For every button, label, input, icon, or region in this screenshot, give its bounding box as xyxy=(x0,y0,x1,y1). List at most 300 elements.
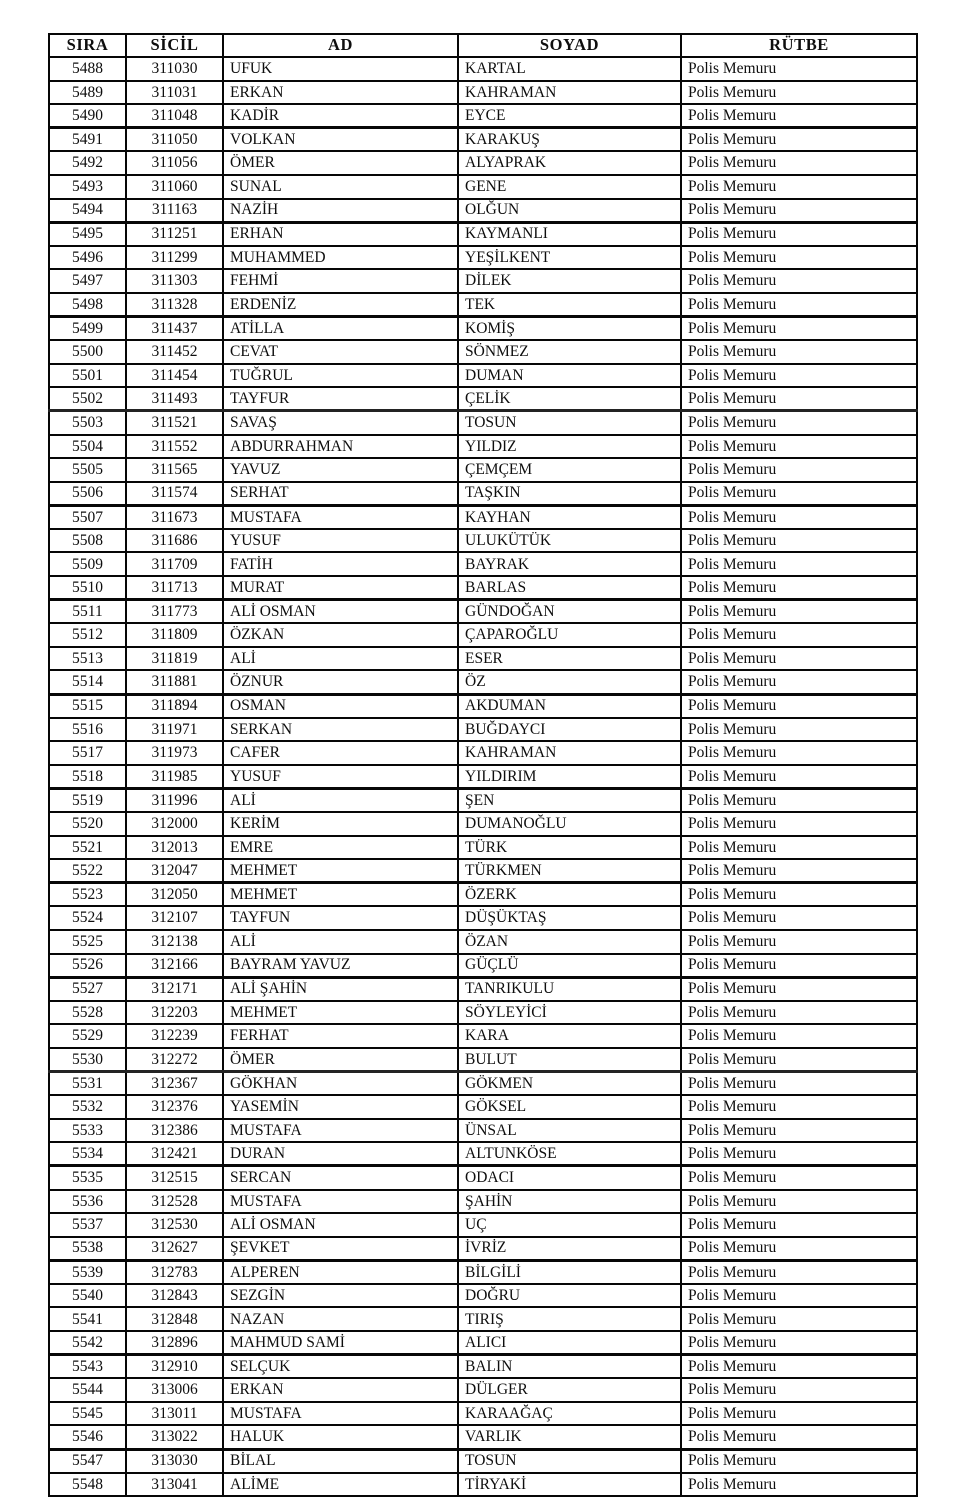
cell-ad: NAZAN xyxy=(223,1307,458,1331)
cell-rutbe: Polis Memuru xyxy=(681,1142,917,1166)
table-body xyxy=(49,57,917,1496)
table-row xyxy=(49,694,917,718)
cell-rutbe: Polis Memuru xyxy=(681,670,917,694)
table-row xyxy=(49,552,917,576)
cell-sira: 5513 xyxy=(49,647,126,671)
cell-rutbe: Polis Memuru xyxy=(681,600,917,624)
cell-sira: 5520 xyxy=(49,812,126,836)
table-row xyxy=(49,151,917,175)
cell-sira: 5505 xyxy=(49,458,126,482)
table-row xyxy=(49,364,917,388)
cell-sira: 5499 xyxy=(49,317,126,341)
cell-sicil: 311894 xyxy=(126,694,223,718)
cell-sira: 5534 xyxy=(49,1142,126,1166)
cell-ad: ALİ OSMAN xyxy=(223,1213,458,1237)
cell-sicil: 311574 xyxy=(126,482,223,506)
cell-rutbe: Polis Memuru xyxy=(681,694,917,718)
cell-sira: 5516 xyxy=(49,718,126,742)
table-row xyxy=(49,954,917,978)
cell-sicil: 311437 xyxy=(126,317,223,341)
cell-sicil: 312783 xyxy=(126,1260,223,1284)
cell-ad: NAZİH xyxy=(223,199,458,223)
table-row xyxy=(49,175,917,199)
header-rutbe: RÜTBE xyxy=(681,34,917,57)
cell-ad: SERHAT xyxy=(223,482,458,506)
cell-rutbe: Polis Memuru xyxy=(681,175,917,199)
cell-ad: ATİLLA xyxy=(223,317,458,341)
cell-soyad: SÖNMEZ xyxy=(458,340,681,364)
cell-sicil: 311819 xyxy=(126,647,223,671)
cell-rutbe: Polis Memuru xyxy=(681,906,917,930)
cell-sira: 5544 xyxy=(49,1378,126,1402)
cell-rutbe: Polis Memuru xyxy=(681,1213,917,1237)
cell-sicil: 312203 xyxy=(126,1001,223,1025)
cell-soyad: TOSUN xyxy=(458,411,681,435)
cell-ad: YUSUF xyxy=(223,765,458,789)
cell-sira: 5506 xyxy=(49,482,126,506)
cell-ad: FERHAT xyxy=(223,1024,458,1048)
cell-ad: ALPEREN xyxy=(223,1260,458,1284)
cell-sira: 5527 xyxy=(49,977,126,1001)
cell-rutbe: Polis Memuru xyxy=(681,977,917,1001)
cell-soyad: ÖZ xyxy=(458,670,681,694)
table-row xyxy=(49,1024,917,1048)
cell-soyad: BALIN xyxy=(458,1355,681,1379)
table-row xyxy=(49,788,917,812)
table-row xyxy=(49,293,917,317)
cell-sira: 5538 xyxy=(49,1237,126,1261)
cell-soyad: TANRIKULU xyxy=(458,977,681,1001)
cell-sira: 5533 xyxy=(49,1119,126,1143)
table-row xyxy=(49,1142,917,1166)
cell-soyad: TİRYAKİ xyxy=(458,1473,681,1497)
cell-ad: TUĞRUL xyxy=(223,364,458,388)
table-row xyxy=(49,1284,917,1308)
cell-sicil: 311686 xyxy=(126,529,223,553)
cell-rutbe: Polis Memuru xyxy=(681,222,917,246)
cell-sira: 5510 xyxy=(49,576,126,600)
cell-sira: 5512 xyxy=(49,623,126,647)
cell-ad: ŞEVKET xyxy=(223,1237,458,1261)
cell-soyad: İVRİZ xyxy=(458,1237,681,1261)
cell-sicil: 311163 xyxy=(126,199,223,223)
cell-soyad: BULUT xyxy=(458,1048,681,1072)
table-row xyxy=(49,600,917,624)
cell-sicil: 312239 xyxy=(126,1024,223,1048)
cell-sira: 5488 xyxy=(49,57,126,81)
cell-ad: GÖKHAN xyxy=(223,1072,458,1096)
cell-ad: BİLAL xyxy=(223,1449,458,1473)
cell-sicil: 311552 xyxy=(126,435,223,459)
table-row xyxy=(49,222,917,246)
cell-soyad: AKDUMAN xyxy=(458,694,681,718)
cell-rutbe: Polis Memuru xyxy=(681,1190,917,1214)
cell-sicil: 312013 xyxy=(126,836,223,860)
table-row xyxy=(49,387,917,411)
cell-sicil: 313041 xyxy=(126,1473,223,1497)
cell-ad: EMRE xyxy=(223,836,458,860)
cell-sira: 5531 xyxy=(49,1072,126,1096)
cell-sira: 5500 xyxy=(49,340,126,364)
cell-rutbe: Polis Memuru xyxy=(681,1449,917,1473)
cell-sira: 5493 xyxy=(49,175,126,199)
cell-ad: MEHMET xyxy=(223,1001,458,1025)
table-row xyxy=(49,1449,917,1473)
cell-ad: FEHMİ xyxy=(223,269,458,293)
cell-soyad: KAHRAMAN xyxy=(458,81,681,105)
cell-sira: 5503 xyxy=(49,411,126,435)
table-row xyxy=(49,1378,917,1402)
table-row xyxy=(49,836,917,860)
cell-ad: ALİ xyxy=(223,647,458,671)
cell-sicil: 311056 xyxy=(126,151,223,175)
header-row xyxy=(49,34,917,57)
cell-sicil: 312896 xyxy=(126,1331,223,1355)
cell-sicil: 313022 xyxy=(126,1425,223,1449)
cell-sicil: 311030 xyxy=(126,57,223,81)
cell-sicil: 312910 xyxy=(126,1355,223,1379)
table-row xyxy=(49,1402,917,1426)
cell-sira: 5537 xyxy=(49,1213,126,1237)
cell-sira: 5543 xyxy=(49,1355,126,1379)
table-row xyxy=(49,1307,917,1331)
cell-rutbe: Polis Memuru xyxy=(681,57,917,81)
table-row xyxy=(49,883,917,907)
cell-soyad: UÇ xyxy=(458,1213,681,1237)
cell-soyad: KARAKUŞ xyxy=(458,128,681,152)
cell-rutbe: Polis Memuru xyxy=(681,387,917,411)
table-row xyxy=(49,57,917,81)
cell-rutbe: Polis Memuru xyxy=(681,1166,917,1190)
cell-sira: 5536 xyxy=(49,1190,126,1214)
cell-soyad: DÜŞÜKTAŞ xyxy=(458,906,681,930)
cell-soyad: EYCE xyxy=(458,104,681,128)
cell-rutbe: Polis Memuru xyxy=(681,529,917,553)
table-row xyxy=(49,1355,917,1379)
cell-rutbe: Polis Memuru xyxy=(681,576,917,600)
cell-ad: SUNAL xyxy=(223,175,458,199)
cell-sicil: 311493 xyxy=(126,387,223,411)
cell-rutbe: Polis Memuru xyxy=(681,954,917,978)
cell-ad: MEHMET xyxy=(223,883,458,907)
table-row xyxy=(49,1190,917,1214)
cell-sicil: 312367 xyxy=(126,1072,223,1096)
cell-sira: 5522 xyxy=(49,859,126,883)
cell-rutbe: Polis Memuru xyxy=(681,317,917,341)
cell-sira: 5540 xyxy=(49,1284,126,1308)
cell-ad: YUSUF xyxy=(223,529,458,553)
table-row xyxy=(49,906,917,930)
cell-rutbe: Polis Memuru xyxy=(681,930,917,954)
cell-sira: 5497 xyxy=(49,269,126,293)
cell-soyad: BİLGİLİ xyxy=(458,1260,681,1284)
cell-sicil: 311060 xyxy=(126,175,223,199)
cell-ad: SERCAN xyxy=(223,1166,458,1190)
cell-sicil: 311299 xyxy=(126,246,223,270)
cell-sira: 5529 xyxy=(49,1024,126,1048)
table-row xyxy=(49,623,917,647)
cell-ad: SEZGİN xyxy=(223,1284,458,1308)
table-row xyxy=(49,1331,917,1355)
cell-soyad: BAYRAK xyxy=(458,552,681,576)
cell-ad: DURAN xyxy=(223,1142,458,1166)
table-row xyxy=(49,1237,917,1261)
cell-soyad: ÜNSAL xyxy=(458,1119,681,1143)
cell-sira: 5518 xyxy=(49,765,126,789)
cell-sira: 5541 xyxy=(49,1307,126,1331)
cell-soyad: GÖKSEL xyxy=(458,1095,681,1119)
cell-soyad: KARAAĞAÇ xyxy=(458,1402,681,1426)
cell-sicil: 312376 xyxy=(126,1095,223,1119)
header-sira: SIRA xyxy=(49,34,126,57)
personnel-table xyxy=(48,33,918,1497)
cell-rutbe: Polis Memuru xyxy=(681,647,917,671)
cell-ad: ERKAN xyxy=(223,1378,458,1402)
cell-sicil: 313006 xyxy=(126,1378,223,1402)
table-row xyxy=(49,1473,917,1497)
cell-sicil: 312528 xyxy=(126,1190,223,1214)
cell-ad: ERKAN xyxy=(223,81,458,105)
cell-ad: KERİM xyxy=(223,812,458,836)
cell-soyad: TAŞKIN xyxy=(458,482,681,506)
table-row xyxy=(49,411,917,435)
cell-ad: ÖMER xyxy=(223,1048,458,1072)
cell-sira: 5490 xyxy=(49,104,126,128)
cell-ad: TAYFUN xyxy=(223,906,458,930)
table-row xyxy=(49,1260,917,1284)
cell-sicil: 312627 xyxy=(126,1237,223,1261)
table-row xyxy=(49,576,917,600)
cell-soyad: TEK xyxy=(458,293,681,317)
cell-sicil: 312272 xyxy=(126,1048,223,1072)
table-row xyxy=(49,269,917,293)
cell-rutbe: Polis Memuru xyxy=(681,788,917,812)
cell-soyad: KAHRAMAN xyxy=(458,741,681,765)
cell-sicil: 311565 xyxy=(126,458,223,482)
cell-sira: 5494 xyxy=(49,199,126,223)
table-row xyxy=(49,104,917,128)
cell-sira: 5526 xyxy=(49,954,126,978)
cell-rutbe: Polis Memuru xyxy=(681,1425,917,1449)
cell-ad: ABDURRAHMAN xyxy=(223,435,458,459)
cell-soyad: ŞAHİN xyxy=(458,1190,681,1214)
cell-soyad: DUMAN xyxy=(458,364,681,388)
cell-ad: KADİR xyxy=(223,104,458,128)
cell-sira: 5547 xyxy=(49,1449,126,1473)
table-row xyxy=(49,482,917,506)
cell-ad: ALİ OSMAN xyxy=(223,600,458,624)
cell-ad: ERDENİZ xyxy=(223,293,458,317)
cell-soyad: TIRIŞ xyxy=(458,1307,681,1331)
cell-sicil: 311881 xyxy=(126,670,223,694)
cell-sicil: 311452 xyxy=(126,340,223,364)
cell-sicil: 312386 xyxy=(126,1119,223,1143)
cell-sira: 5530 xyxy=(49,1048,126,1072)
cell-soyad: GENE xyxy=(458,175,681,199)
cell-sicil: 311996 xyxy=(126,788,223,812)
cell-sira: 5502 xyxy=(49,387,126,411)
cell-rutbe: Polis Memuru xyxy=(681,836,917,860)
cell-rutbe: Polis Memuru xyxy=(681,741,917,765)
table-row xyxy=(49,435,917,459)
table-row xyxy=(49,1072,917,1096)
cell-rutbe: Polis Memuru xyxy=(681,364,917,388)
cell-sira: 5509 xyxy=(49,552,126,576)
cell-ad: SAVAŞ xyxy=(223,411,458,435)
cell-soyad: DOĞRU xyxy=(458,1284,681,1308)
cell-soyad: VARLIK xyxy=(458,1425,681,1449)
header-sicil: SİCİL xyxy=(126,34,223,57)
table-row xyxy=(49,340,917,364)
cell-rutbe: Polis Memuru xyxy=(681,859,917,883)
cell-soyad: ÇEMÇEM xyxy=(458,458,681,482)
cell-soyad: BARLAS xyxy=(458,576,681,600)
cell-sira: 5524 xyxy=(49,906,126,930)
cell-ad: SERKAN xyxy=(223,718,458,742)
cell-sira: 5523 xyxy=(49,883,126,907)
cell-ad: ALİ xyxy=(223,788,458,812)
table-row xyxy=(49,859,917,883)
cell-rutbe: Polis Memuru xyxy=(681,765,917,789)
cell-sicil: 311454 xyxy=(126,364,223,388)
cell-ad: SELÇUK xyxy=(223,1355,458,1379)
cell-sicil: 312421 xyxy=(126,1142,223,1166)
table-row xyxy=(49,741,917,765)
cell-sira: 5489 xyxy=(49,81,126,105)
table-row xyxy=(49,81,917,105)
cell-ad: YAVUZ xyxy=(223,458,458,482)
cell-sira: 5539 xyxy=(49,1260,126,1284)
cell-sicil: 311048 xyxy=(126,104,223,128)
cell-rutbe: Polis Memuru xyxy=(681,1473,917,1497)
cell-ad: MUHAMMED xyxy=(223,246,458,270)
table-row xyxy=(49,128,917,152)
cell-sicil: 311303 xyxy=(126,269,223,293)
table-row xyxy=(49,765,917,789)
cell-rutbe: Polis Memuru xyxy=(681,623,917,647)
cell-ad: UFUK xyxy=(223,57,458,81)
cell-soyad: ÖZERK xyxy=(458,883,681,907)
cell-sicil: 311251 xyxy=(126,222,223,246)
cell-sira: 5504 xyxy=(49,435,126,459)
cell-rutbe: Polis Memuru xyxy=(681,81,917,105)
table-row xyxy=(49,670,917,694)
cell-sicil: 312515 xyxy=(126,1166,223,1190)
cell-sira: 5525 xyxy=(49,930,126,954)
cell-rutbe: Polis Memuru xyxy=(681,1237,917,1261)
cell-rutbe: Polis Memuru xyxy=(681,269,917,293)
cell-rutbe: Polis Memuru xyxy=(681,1260,917,1284)
cell-sira: 5545 xyxy=(49,1402,126,1426)
cell-rutbe: Polis Memuru xyxy=(681,1024,917,1048)
cell-sira: 5496 xyxy=(49,246,126,270)
cell-sicil: 311773 xyxy=(126,600,223,624)
cell-sira: 5515 xyxy=(49,694,126,718)
cell-ad: ALİ xyxy=(223,930,458,954)
table-row xyxy=(49,812,917,836)
cell-ad: MURAT xyxy=(223,576,458,600)
cell-soyad: ÖZAN xyxy=(458,930,681,954)
cell-rutbe: Polis Memuru xyxy=(681,293,917,317)
table-row xyxy=(49,1095,917,1119)
cell-ad: CAFER xyxy=(223,741,458,765)
table-row xyxy=(49,1166,917,1190)
cell-soyad: GÜNDOĞAN xyxy=(458,600,681,624)
cell-sira: 5501 xyxy=(49,364,126,388)
cell-sicil: 311328 xyxy=(126,293,223,317)
cell-soyad: ESER xyxy=(458,647,681,671)
cell-sira: 5498 xyxy=(49,293,126,317)
cell-ad: ÖMER xyxy=(223,151,458,175)
cell-soyad: TOSUN xyxy=(458,1449,681,1473)
cell-sira: 5507 xyxy=(49,505,126,529)
cell-soyad: YEŞİLKENT xyxy=(458,246,681,270)
cell-soyad: ODACI xyxy=(458,1166,681,1190)
cell-rutbe: Polis Memuru xyxy=(681,1001,917,1025)
cell-sicil: 312843 xyxy=(126,1284,223,1308)
cell-sicil: 311971 xyxy=(126,718,223,742)
cell-soyad: ALTUNKÖSE xyxy=(458,1142,681,1166)
cell-rutbe: Polis Memuru xyxy=(681,1284,917,1308)
cell-sicil: 312530 xyxy=(126,1213,223,1237)
cell-sira: 5511 xyxy=(49,600,126,624)
cell-sira: 5548 xyxy=(49,1473,126,1497)
cell-ad: ÖZKAN xyxy=(223,623,458,647)
cell-sicil: 311713 xyxy=(126,576,223,600)
cell-sicil: 311050 xyxy=(126,128,223,152)
cell-sicil: 311709 xyxy=(126,552,223,576)
cell-sira: 5521 xyxy=(49,836,126,860)
table-row xyxy=(49,647,917,671)
cell-sicil: 312047 xyxy=(126,859,223,883)
cell-sicil: 312050 xyxy=(126,883,223,907)
cell-rutbe: Polis Memuru xyxy=(681,199,917,223)
cell-soyad: KOMİŞ xyxy=(458,317,681,341)
cell-sicil: 311973 xyxy=(126,741,223,765)
cell-soyad: DUMANOĞLU xyxy=(458,812,681,836)
cell-sira: 5508 xyxy=(49,529,126,553)
cell-sicil: 312166 xyxy=(126,954,223,978)
table-row xyxy=(49,1119,917,1143)
cell-sira: 5517 xyxy=(49,741,126,765)
cell-rutbe: Polis Memuru xyxy=(681,340,917,364)
cell-soyad: KAYHAN xyxy=(458,505,681,529)
cell-soyad: KARA xyxy=(458,1024,681,1048)
cell-sicil: 313011 xyxy=(126,1402,223,1426)
cell-sira: 5519 xyxy=(49,788,126,812)
cell-rutbe: Polis Memuru xyxy=(681,1307,917,1331)
cell-rutbe: Polis Memuru xyxy=(681,458,917,482)
cell-rutbe: Polis Memuru xyxy=(681,1331,917,1355)
table-row xyxy=(49,930,917,954)
cell-rutbe: Polis Memuru xyxy=(681,505,917,529)
table-row xyxy=(49,199,917,223)
cell-ad: BAYRAM YAVUZ xyxy=(223,954,458,978)
cell-soyad: TÜRK xyxy=(458,836,681,860)
cell-soyad: ÇELİK xyxy=(458,387,681,411)
table-row xyxy=(49,977,917,1001)
cell-rutbe: Polis Memuru xyxy=(681,435,917,459)
header-soyad: SOYAD xyxy=(458,34,681,57)
cell-sira: 5491 xyxy=(49,128,126,152)
table-row xyxy=(49,718,917,742)
table-row xyxy=(49,1425,917,1449)
cell-rutbe: Polis Memuru xyxy=(681,1355,917,1379)
cell-sira: 5532 xyxy=(49,1095,126,1119)
cell-sira: 5542 xyxy=(49,1331,126,1355)
cell-ad: VOLKAN xyxy=(223,128,458,152)
cell-soyad: ÇAPAROĞLU xyxy=(458,623,681,647)
